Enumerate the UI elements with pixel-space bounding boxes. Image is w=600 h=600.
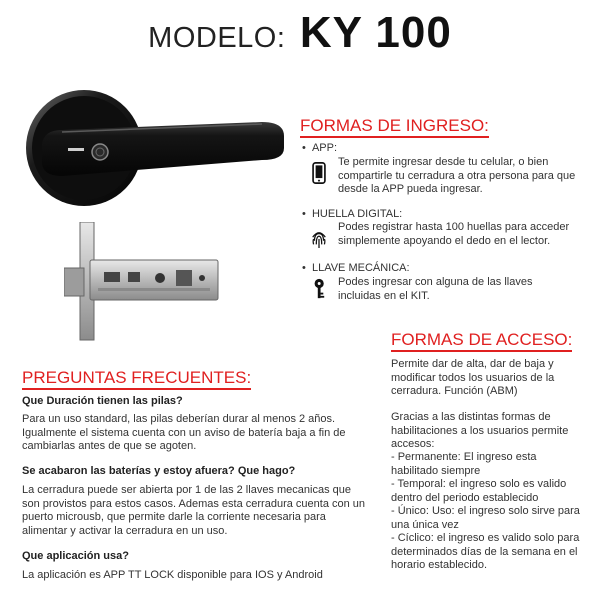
faq-question: Que aplicación usa? [22, 550, 129, 562]
ingreso-item-label: LLAVE MECÁNICA: [311, 262, 410, 274]
page-title [0, 8, 600, 58]
title-prefix: MODELO: [148, 22, 286, 54]
acceso-item: - Cíclico: el ingreso es valido solo para determinados días de la semana en el horario establecido. [391, 532, 580, 571]
ingreso-item-description: Podes ingresar con alguna de las llaves incluidas en el KIT. [338, 276, 533, 302]
ingreso-item-app: • APP: [302, 142, 338, 154]
ingreso-heading: FORMAS DE INGRESO: [300, 116, 489, 136]
acceso-heading: FORMAS DE ACCESO: [391, 330, 572, 350]
ingreso-item-description: Te permite ingresar desde tu celular, o bien compartirle tu cerradura a otra persona para que desde la APP pueda ingresar. [338, 156, 576, 195]
key-icon [312, 278, 330, 300]
fingerprint-icon [310, 228, 328, 250]
ingreso-item-label: HUELLA DIGITAL: [311, 208, 403, 220]
model-name: KY 100 [299, 8, 452, 57]
faq-heading: PREGUNTAS FRECUENTES: [22, 368, 251, 388]
faq-question: Que Duración tienen las pilas? [22, 395, 183, 407]
ingreso-item-description: Podes registrar hasta 100 huellas para acceder simplemente apoyando el dedo en el lector. [338, 221, 570, 247]
faq-answer: La aplicación es APP TT LOCK disponible para IOS y Android [22, 569, 323, 581]
acceso-item: - Permanente: El ingreso esta habilitado siempre [391, 451, 537, 477]
ingreso-item-label: APP: [311, 142, 338, 154]
ingreso-item-llave: • LLAVE MECÁNICA: [302, 262, 410, 274]
faq-question: Se acabaron las baterías y estoy afuera? Que hago? [22, 465, 296, 477]
acceso-item: - Temporal: el ingreso solo es valido dentro del periodo establecido [391, 478, 567, 504]
faq-answer: Para un uso standard, las pilas deberían durar al menos 2 años. Igualmente el sistema cuenta con un aviso de batería baja a fin de cambiarlas antes de que se agoten. [22, 413, 346, 452]
lock-handle-image [22, 84, 292, 212]
acceso-intro: Permite dar de alta, dar de baja y modificar todos los usuarios de la cerradura. Función (ABM) [391, 358, 555, 397]
acceso-body: Gracias a las distintas formas de habilitaciones a los usuarios permite accesos: [391, 411, 569, 450]
smartphone-icon [310, 162, 328, 184]
ingreso-item-huella: • HUELLA DIGITAL: [302, 208, 403, 220]
faq-answer: La cerradura puede ser abierta por 1 de las 2 llaves mecanicas que son provistos para estos casos. Ademas esta cerradura cuenta con un puerto microusb, que permite darle la corriente necesaria para alimentar y activar la cerradura en un uso. [22, 484, 366, 537]
acceso-item: - Único: Uso: el ingreso solo sirve para una única vez [391, 505, 580, 531]
latch-mechanism-image [64, 222, 234, 342]
